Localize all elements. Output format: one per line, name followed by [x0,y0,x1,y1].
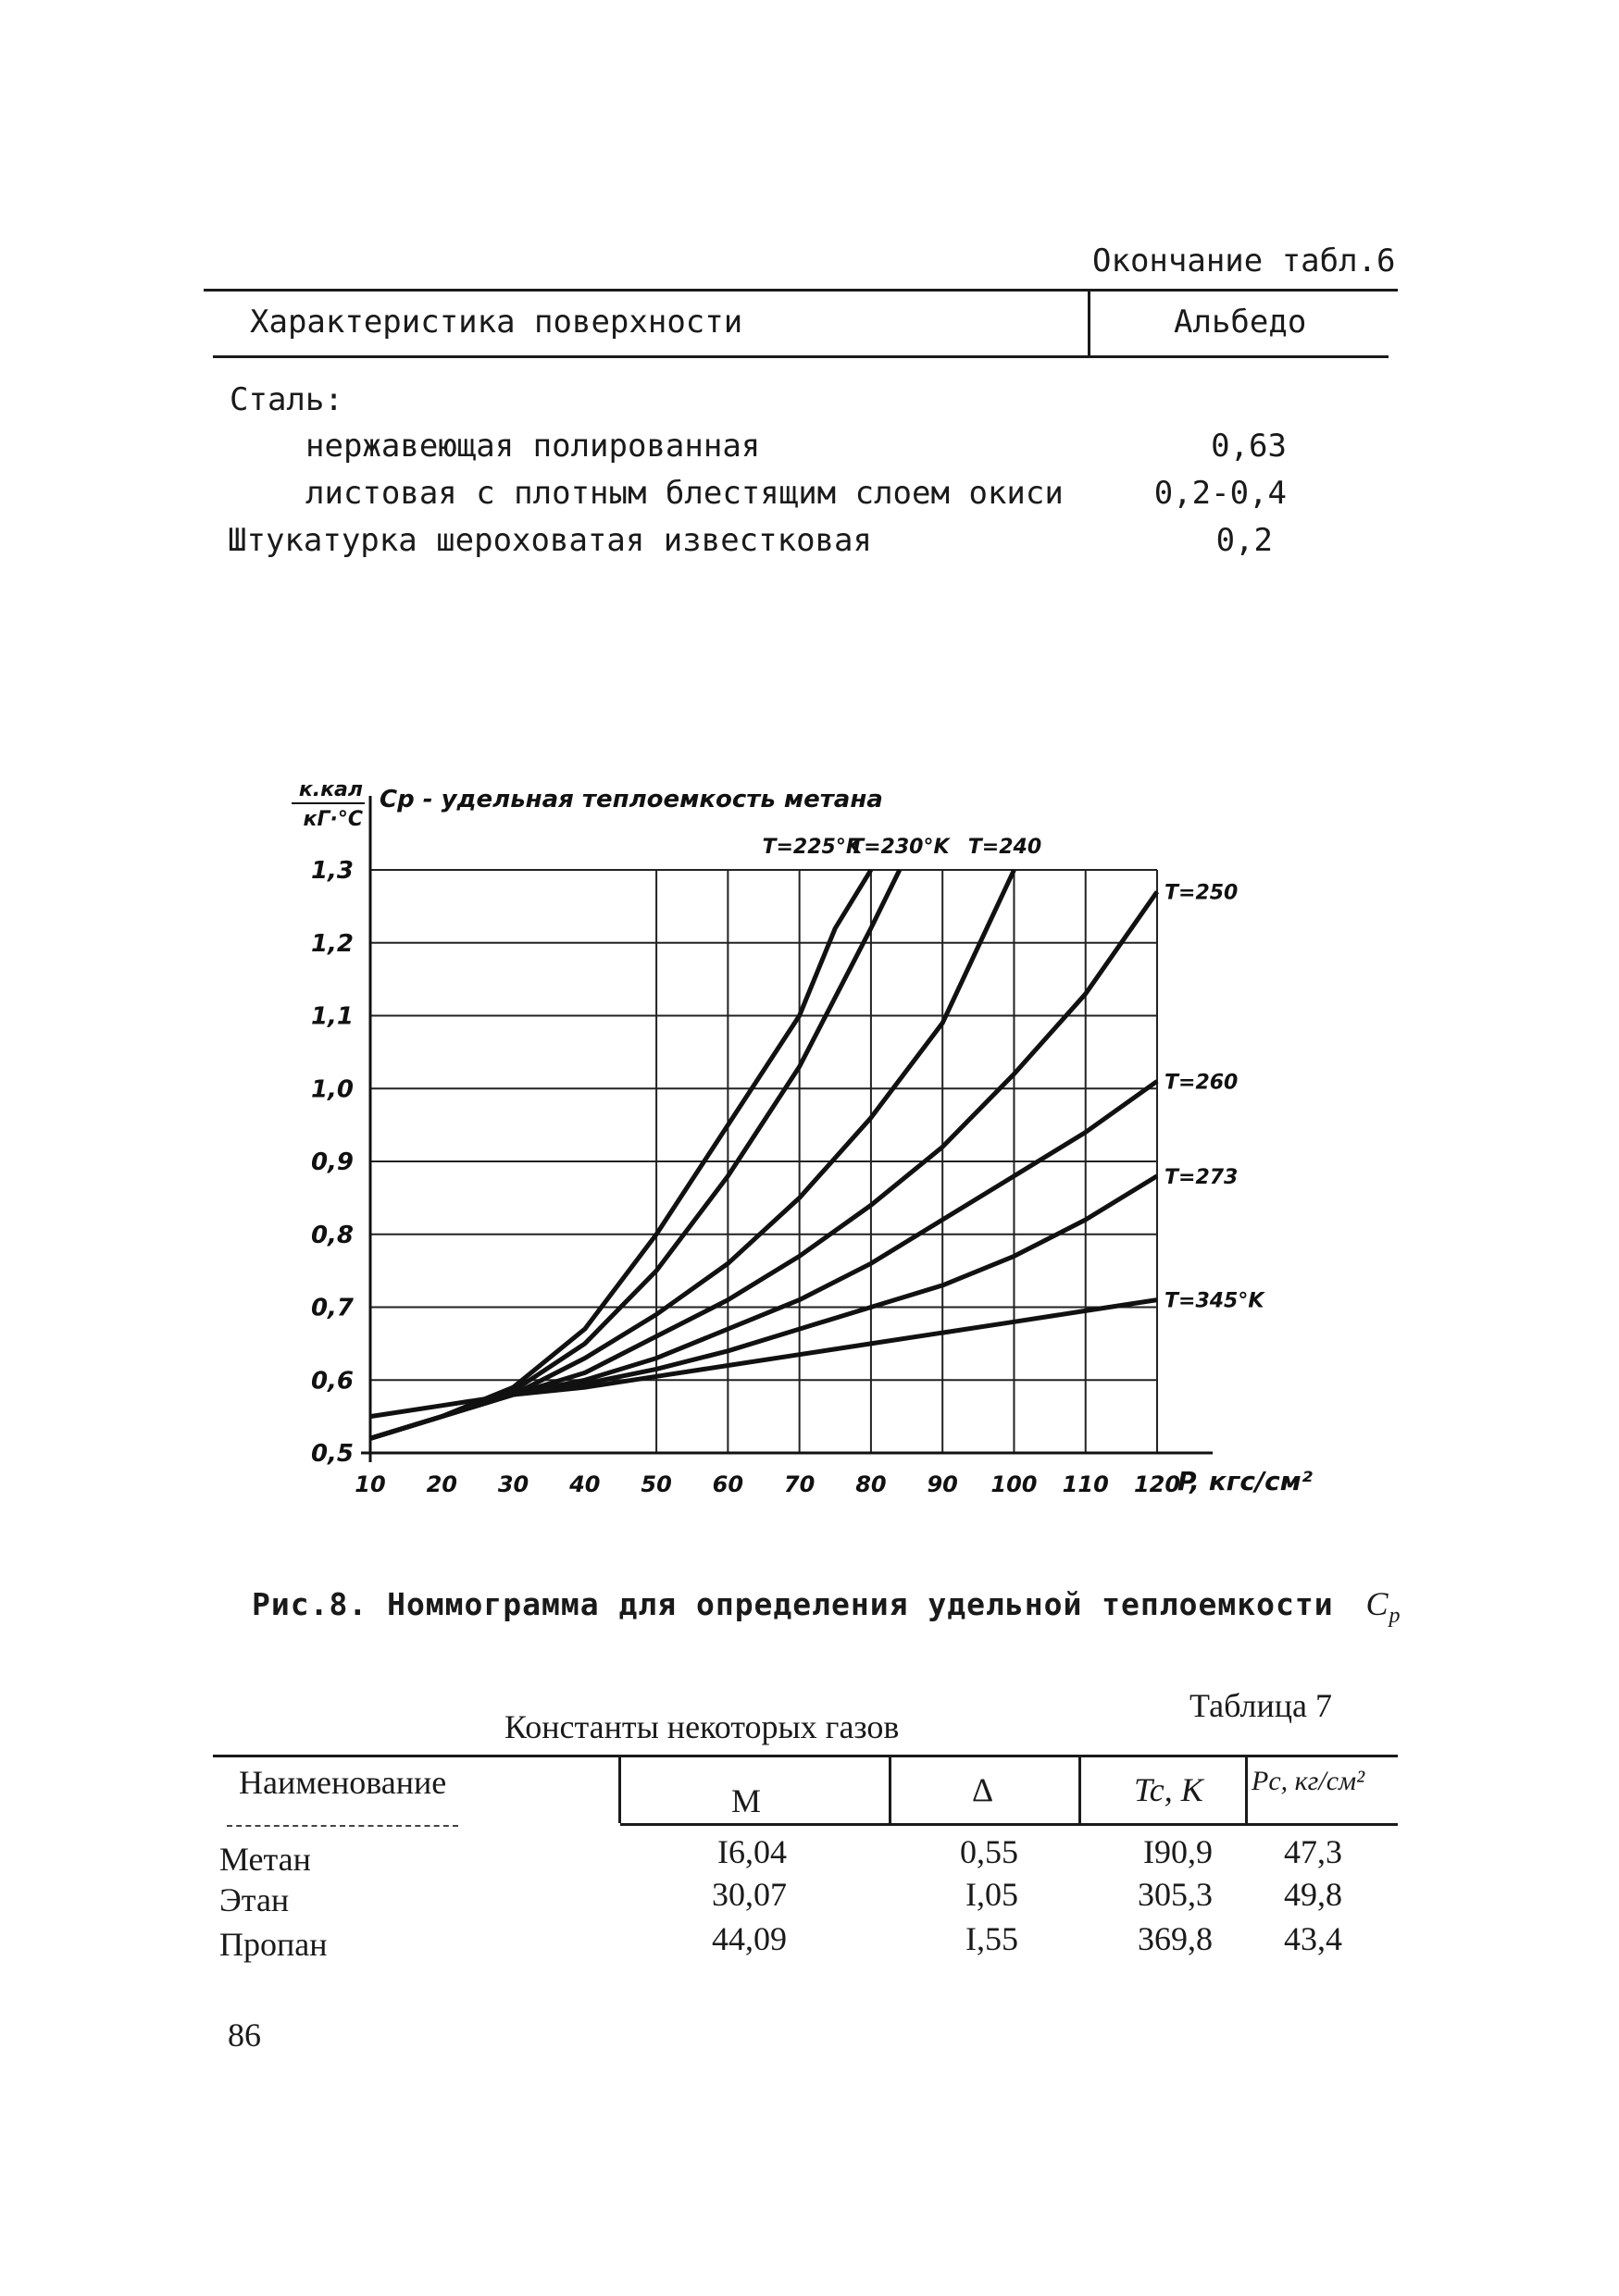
cp-nomogram-svg [278,759,1313,1518]
table7-col-divider [1245,1756,1248,1823]
table7-cell-tc: I90,9 [1143,1833,1213,1870]
y-tick-label: 0,7 [310,1294,354,1322]
table7-cell-pc: 43,4 [1284,1920,1342,1957]
x-tick-label: 30 [497,1471,529,1497]
table6-group-steel: Сталь: [230,381,343,418]
table7-col-divider [618,1756,621,1823]
table7-cell-name: Пропан [219,1926,328,1963]
x-tick-label: 90 [927,1471,958,1497]
table6-row-name: листовая с плотным блестящим слоем окиси [305,475,1064,512]
table7-title: Константы некоторых газов [504,1708,900,1745]
table7-top-rule [213,1755,1398,1757]
table7-header-name: Наименование [239,1764,447,1801]
table7-cell-name: Метан [219,1841,311,1878]
table7-cell-tc: 369,8 [1138,1920,1213,1957]
series-label: T=260 [1164,1071,1239,1095]
table7-col-divider [1078,1756,1081,1823]
series-line [370,1300,1157,1417]
table7-cell-pc: 47,3 [1284,1833,1342,1870]
x-tick-label: 80 [855,1471,887,1497]
table6-header-divider [1088,292,1090,358]
table7-header-delta: Δ [972,1771,994,1808]
chart-title: Cp - удельная теплоемкость метана [380,786,883,813]
y-tick-label: 0,6 [310,1367,354,1396]
x-tick-label: 50 [641,1471,672,1497]
table7-cell-m: 44,09 [712,1920,787,1957]
series-line [370,870,1015,1438]
y-tick-label: 1,1 [310,1002,354,1031]
table7-cell-pc: 49,8 [1284,1876,1342,1913]
x-tick-label: 120 [1133,1471,1181,1497]
series-label: T=225°K [762,836,862,859]
series-label: T=345°K [1164,1289,1264,1313]
x-tick-label: 70 [783,1471,816,1497]
y-tick-label: 1,2 [310,929,354,958]
series-line [370,892,1157,1439]
x-tick-label: 10 [355,1471,386,1497]
y-axis-label: кГ·°С [303,808,363,831]
x-tick-label: 60 [712,1471,744,1497]
table7-cell-tc: 305,3 [1138,1876,1213,1913]
cp-nomogram [278,759,1313,1518]
figure-caption-symbol: $C_p$ [1365,1585,1401,1629]
table7-col-divider [889,1756,891,1823]
table6-row-name: Штукатурка шероховатая известковая [228,522,872,559]
table6-top-rule [204,289,1398,292]
figure-caption-text: Рис.8. Номмограмма для определения удельной теплоемкости [252,1586,1334,1622]
table7-cell-name: Этан [219,1881,290,1918]
table6-header-albedo: Альбедо [1174,304,1307,341]
y-tick-label: 0,5 [310,1440,354,1468]
table7-label: Таблица 7 [1189,1687,1332,1724]
series-line [370,1081,1157,1438]
figure-caption [252,1584,1401,1629]
x-tick-label: 40 [569,1471,601,1497]
table6-row-value: 0,2-0,4 [1153,475,1287,512]
x-tick-label: 20 [426,1471,457,1497]
x-axis-label: P, кгс/см² [1177,1466,1313,1496]
table6-row-value: 0,63 [1211,428,1287,465]
y-tick-label: 1,0 [310,1075,354,1104]
x-tick-label: 110 [1062,1471,1109,1497]
table7-header-rule [620,1823,1398,1826]
series-label: T=273 [1164,1165,1239,1189]
table7-cell-m: I6,04 [717,1833,787,1870]
table7-header-m: M [731,1782,762,1819]
page-number: 86 [228,2017,261,2054]
y-tick-label: 1,3 [310,857,354,885]
table6-row-value: 0,2 [1215,522,1273,559]
series-label: T=240 [967,836,1042,859]
x-tick-label: 100 [990,1471,1038,1497]
table6-continuation-label: Окончание табл.6 [1092,242,1396,279]
y-tick-label: 0,8 [310,1221,354,1249]
series-label: T=230°K [850,836,950,859]
table6-header-surface: Характеристика поверхности [250,304,743,341]
table7-header-rule-left [227,1825,458,1827]
table7-cell-m: 30,07 [712,1876,787,1913]
y-tick-label: 0,9 [310,1148,354,1176]
table7-header-tc: Tc, K [1134,1771,1203,1808]
table7-cell-delta: I,05 [965,1876,1018,1913]
table6-header-rule [213,355,1389,358]
table7-cell-delta: 0,55 [960,1833,1018,1870]
table6-row-name: нержавеющая полированная [305,428,761,465]
table7-header-pc: Pc, кг/см² [1252,1766,1365,1796]
table7-cell-delta: I,55 [965,1920,1018,1957]
series-label: T=250 [1164,881,1239,905]
y-axis-label: к.кал [298,778,363,801]
